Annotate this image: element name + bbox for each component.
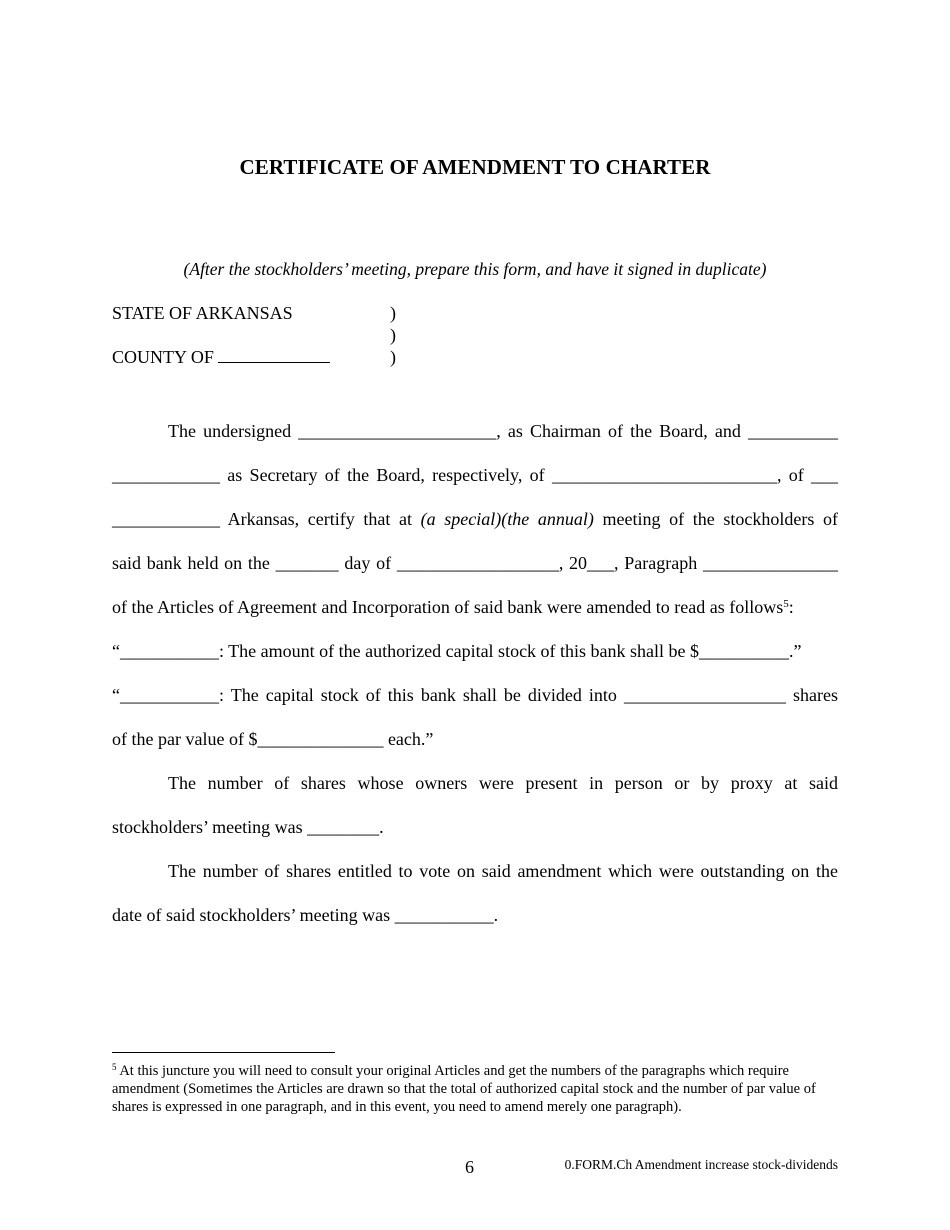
footer-document-name: 0.FORM.Ch Amendment increase stock-dividends bbox=[564, 1157, 838, 1172]
body-line-5-end: : bbox=[788, 597, 794, 617]
body-line-6: “___________: The amount of the authorized capital stock of this bank shall be $__________.” bbox=[112, 641, 802, 661]
caption-paren-3: ) bbox=[390, 347, 396, 367]
page-number: 6 bbox=[465, 1157, 474, 1177]
caption-paren-2: ) bbox=[390, 325, 396, 345]
instruction-note: (After the stockholders’ meeting, prepare this form, and have it signed in duplicate) bbox=[183, 259, 767, 279]
document-title: CERTIFICATE OF AMENDMENT TO CHARTER bbox=[239, 155, 711, 179]
footnote bbox=[112, 1062, 842, 1116]
county-blank bbox=[218, 361, 330, 363]
footnote-number: 5 bbox=[112, 1062, 117, 1072]
body-line-5 bbox=[112, 585, 838, 629]
county-label: COUNTY OF bbox=[112, 347, 214, 367]
body-line-3c: meeting of the stockholders of bbox=[593, 509, 838, 529]
body-line-7: “___________: The capital stock of this bank shall be divided into __________________ shares bbox=[112, 685, 838, 705]
footnote-text: At this juncture you will need to consult your original Articles and get the numbers of the paragraphs which require amendment (Sometimes the Articles are drawn so that the total of authorized capital stock and the number of par value of shares is expressed in one paragraph, and in this event, you need to amend merely one paragraph). bbox=[112, 1063, 816, 1115]
footnote-ref: 5 bbox=[783, 598, 789, 610]
body-line-3 bbox=[112, 497, 838, 541]
body-line-2: ____________ as Secretary of the Board, respectively, of _________________________, of ___ bbox=[112, 465, 838, 485]
body-line-11: The number of shares entitled to vote on said amendment which were outstanding on the bbox=[168, 861, 838, 881]
body-line-9: The number of shares whose owners were present in person or by proxy at said bbox=[168, 773, 838, 793]
certificate-body bbox=[112, 409, 838, 937]
body-line-1: The undersigned ______________________, as Chairman of the Board, and __________ bbox=[168, 421, 838, 441]
body-line-3a: ____________ Arkansas, certify that at bbox=[112, 509, 421, 529]
body-line-8: of the par value of $______________ each.” bbox=[112, 729, 434, 749]
body-line-10: stockholders’ meeting was ________. bbox=[112, 817, 384, 837]
county-caption bbox=[112, 347, 330, 368]
body-line-4: said bank held on the _______ day of __________________, 20___, Paragraph _______________ bbox=[112, 553, 838, 573]
footnote-divider bbox=[112, 1052, 335, 1053]
body-line-5-text: of the Articles of Agreement and Incorporation of said bank were amended to read as follows bbox=[112, 597, 784, 617]
body-line-12: date of said stockholders’ meeting was ___________. bbox=[112, 905, 499, 925]
meeting-type: (a special)(the annual) bbox=[420, 509, 594, 529]
caption-paren-1: ) bbox=[390, 303, 396, 323]
state-caption: STATE OF ARKANSAS bbox=[112, 303, 293, 323]
